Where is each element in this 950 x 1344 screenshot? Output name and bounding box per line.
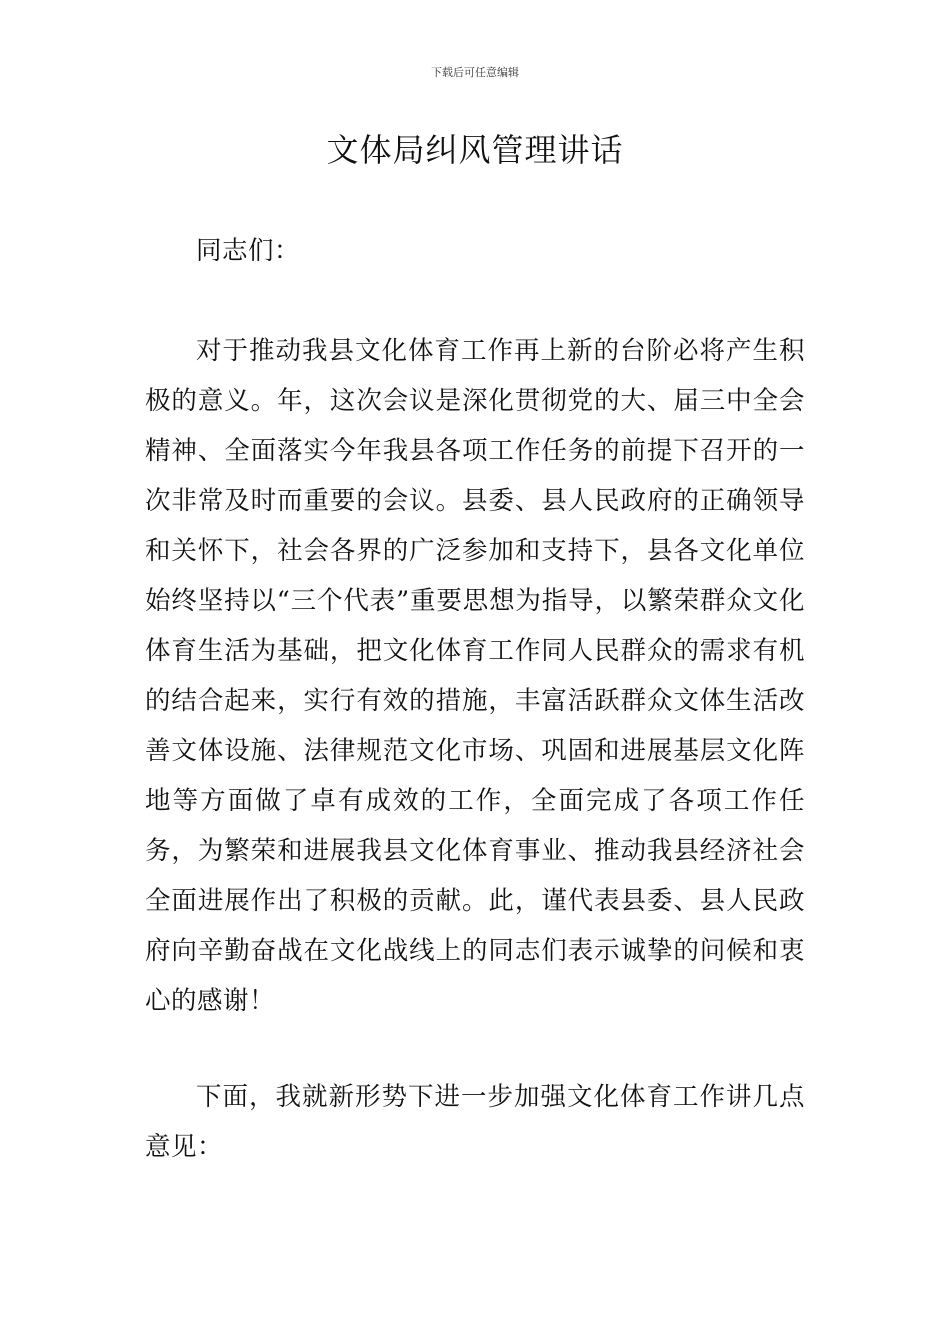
page-header-note: 下载后可任意编辑: [431, 66, 519, 79]
document-title: 文体局纠风管理讲话: [326, 131, 624, 169]
body-paragraph-2: 下面，我就新形势下进一步加强文化体育工作讲几点意见：: [145, 1082, 805, 1162]
body-paragraph-1: 对于推动我县文化体育工作再上新的台阶必将产生积极的意义。年，这次会议是深化贯彻党的大、届三中全会精神、全面落实今年我县各项工作任务的前提下召开的一次非常及时而重要的会议。县委、县人民政府的正确领导和关怀下，社会各界的广泛参加和支持下，县各文化单位始终坚持以“三个代表”重要思想为指导，以繁荣群众文化体育生活为基础，把文化体育工作同人民群众的需求有机的结合起来，实行有效的措施，丰富活跃群众文体生活改善文体设施、法律规范文化市场、巩固和进展基层文化阵地等方面做了卓有成效的工作，全面完成了各项工作任务，为繁荣和进展我县文化体育事业、推动我县经济社会全面进展作出了积极的贡献。此，谨代表县委、县人民政府向辛勤奋战在文化战线上的同志们表示诚挚的问候和衷心的感谢！: [145, 336, 805, 1016]
salutation-paragraph: 同志们：: [196, 236, 301, 266]
